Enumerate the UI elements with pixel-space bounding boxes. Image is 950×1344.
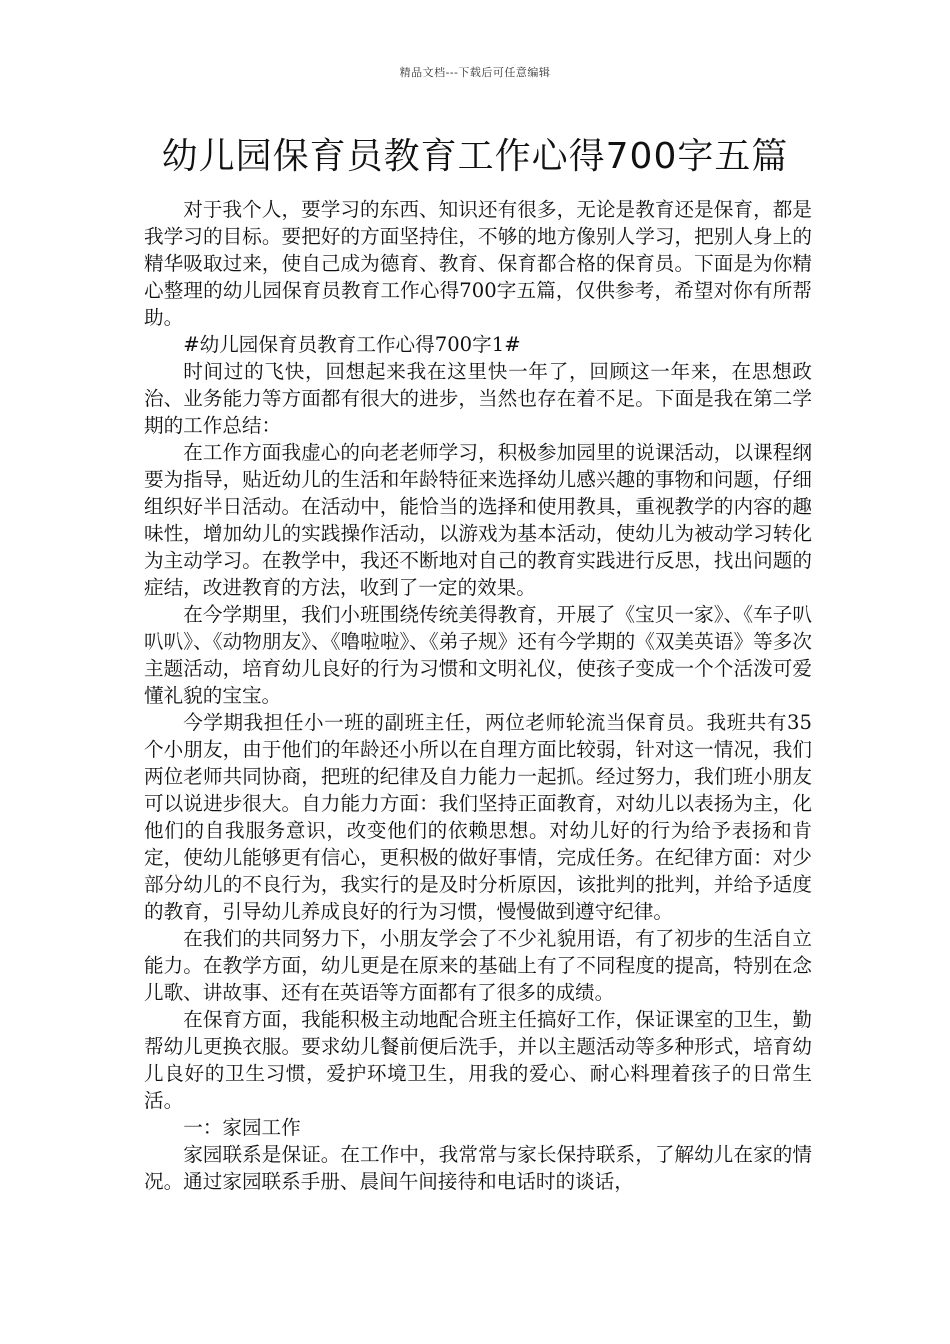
paragraph: 时间过的飞快，回想起来我在这里快一年了，回顾这一年来，在思想政治、业务能力等方面都有很大的进步，当然也存在着不足。下面是我在第二学期的工作总结：	[144, 360, 812, 437]
subheading-home-school: 一：家园工作	[183, 1116, 301, 1139]
document-title: 幼儿园保育员教育工作心得700字五篇	[161, 136, 789, 177]
header-note: 精品文档---下载后可任意编辑	[399, 66, 551, 79]
paragraph: 今学期我担任小一班的副班主任，两位老师轮流当保育员。我班共有35个小朋友，由于他们的年龄还小所以在自理方面比较弱，针对这一情况，我们两位老师共同协商，把班的纪律及自力能力一起抓。经过努力，我们班小朋友可以说进步很大。自力能力方面：我们坚持正面教育，对幼儿以表扬为主，化他们的自我服务意识，改变他们的依赖思想。对幼儿好的行为给予表扬和肯定，使幼儿能够更有信心，更积极的做好事情，完成任务。在纪律方面：对少部分幼儿的不良行为，我实行的是及时分析原因，该批判的批判，并给予适度的教育，引导幼儿养成良好的行为习惯，慢慢做到遵守纪律。	[144, 711, 812, 923]
section-heading-1: #幼儿园保育员教育工作心得700字1#	[183, 333, 521, 356]
paragraph: 家园联系是保证。在工作中，我常常与家长保持联系，了解幼儿在家的情况。通过家园联系手册、晨间午间接待和电话时的谈话，	[144, 1143, 812, 1193]
paragraph: 在今学期里，我们小班围绕传统美得教育，开展了《宝贝一家》、《车子叭叭叭》、《动物朋友》、《噜啦啦》、《弟子规》还有今学期的《双美英语》等多次主题活动，培育幼儿良好的行为习惯和文明礼仪，使孩子变成一个个活泼可爱懂礼貌的宝宝。	[144, 603, 812, 707]
paragraph-intro: 对于我个人，要学习的东西、知识还有很多，无论是教育还是保育，都是我学习的目标。要把好的方面坚持住，不够的地方像别人学习，把别人身上的精华吸取过来，使自己成为德育、教育、保育都合格的保育员。下面是为你精心整理的幼儿园保育员教育工作心得700字五篇，仅供参考，希望对你有所帮助。	[144, 198, 812, 329]
paragraph: 在我们的共同努力下，小朋友学会了不少礼貌用语，有了初步的生活自立能力。在教学方面，幼儿更是在原来的基础上有了不同程度的提高，特别在念儿歌、讲故事、还有在英语等方面都有了很多的成绩。	[144, 927, 812, 1004]
paragraph: 在保育方面，我能积极主动地配合班主任搞好工作，保证课室的卫生，勤帮幼儿更换衣服。要求幼儿餐前便后洗手，并以主题活动等多种形式，培育幼儿良好的卫生习惯，爱护环境卫生，用我的爱心、耐心料理着孩子的日常生活。	[144, 1008, 812, 1112]
paragraph: 在工作方面我虚心的向老老师学习，积极参加园里的说课活动，以课程纲要为指导，贴近幼儿的生活和年龄特征来选择幼儿感兴趣的事物和问题，仔细组织好半日活动。在活动中，能恰当的选择和使用教具，重视教学的内容的趣味性，增加幼儿的实践操作活动，以游戏为基本活动，使幼儿为被动学习转化为主动学习。在教学中，我还不断地对自己的教育实践进行反思，找出问题的症结，改进教育的方法，收到了一定的效果。	[144, 441, 812, 599]
document-body	[144, 196, 812, 1195]
